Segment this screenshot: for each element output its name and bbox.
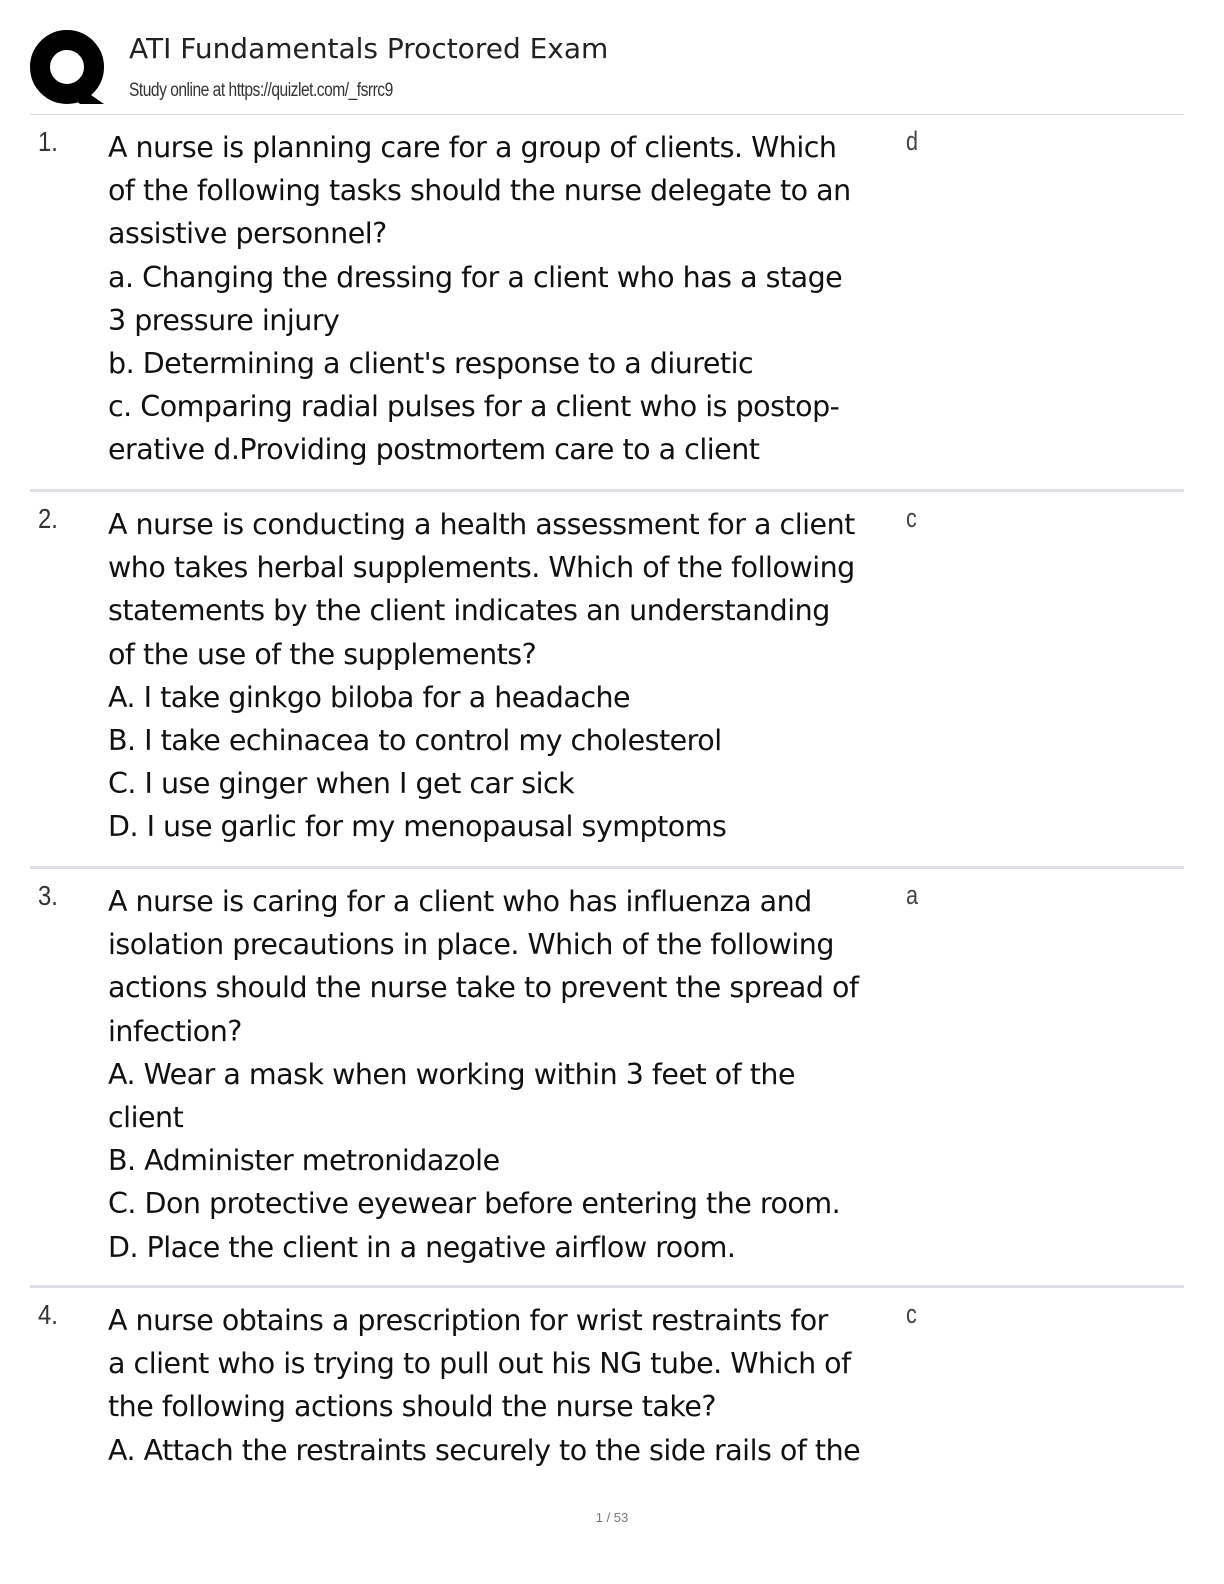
question-line: D. I use garlic for my menopausal symptoms (108, 810, 727, 844)
question-divider (30, 866, 1184, 869)
answer-key: c (906, 503, 917, 533)
question-line: A nurse is planning care for a group of clients. Which (108, 131, 837, 164)
question-line: b. Determining a client's response to a diuretic (108, 346, 754, 380)
header-divider (30, 114, 1184, 115)
question-line: statements by the client indicates an understanding (108, 594, 830, 628)
question-line: D. Place the client in a negative airflow room. (108, 1230, 736, 1264)
question-line: isolation precautions in place. Which of the following (108, 928, 834, 962)
question-line: of the use of the supplements? (108, 637, 537, 671)
question-text (108, 880, 908, 1269)
question-line: of the following tasks should the nurse delegate to an (108, 174, 851, 208)
question-line: erative d.Providing postmortem care to a client (108, 433, 760, 467)
question-line: infection? (108, 1014, 242, 1048)
document-title: ATI Fundamentals Proctored Exam (129, 32, 609, 65)
question-line: 3 pressure injury (108, 303, 340, 337)
question-line: C. I use ginger when I get car sick (108, 767, 575, 801)
question-number: 2. (38, 503, 58, 534)
question-line: A nurse is conducting a health assessment for a client (108, 508, 855, 541)
question-line: a client who is trying to pull out his NG tube. Which of (108, 1347, 851, 1381)
question-divider (30, 1285, 1184, 1288)
question-line: A. Wear a mask when working within 3 feet of the (108, 1057, 796, 1091)
question-line: a. Changing the dressing for a client who has a stage (108, 260, 843, 294)
question-line: who takes herbal supplements. Which of the following (108, 551, 855, 585)
question-line: c. Comparing radial pulses for a client who is postop- (108, 390, 840, 424)
question-text (108, 1299, 908, 1472)
question-line: C. Don protective eyewear before entering the room. (108, 1187, 841, 1221)
question-text (108, 503, 908, 849)
study-link[interactable]: Study online at https://quizlet.com/_fsrrc9 (129, 80, 393, 101)
question-line: assistive personnel? (108, 217, 387, 251)
answer-key: c (906, 1299, 917, 1329)
answer-key: d (906, 126, 919, 156)
question-number: 4. (38, 1299, 58, 1330)
answer-key: a (906, 880, 919, 910)
question-divider (30, 489, 1184, 492)
question-line: client (108, 1100, 184, 1134)
question-line: B. I take echinacea to control my cholesterol (108, 723, 722, 757)
question-text (108, 126, 908, 472)
question-line: the following actions should the nurse take? (108, 1390, 717, 1424)
question-line: A. I take ginkgo biloba for a headache (108, 680, 631, 714)
quizlet-logo-icon (30, 30, 108, 108)
question-number: 1. (38, 126, 58, 157)
page-indicator: 1 / 53 (595, 1510, 629, 1525)
document-header (30, 28, 1184, 114)
question-line: B. Administer metronidazole (108, 1144, 500, 1178)
question-line: actions should the nurse take to prevent the spread of (108, 971, 859, 1005)
question-line: A nurse obtains a prescription for wrist restraints for (108, 1304, 828, 1337)
question-line: A nurse is caring for a client who has influenza and (108, 885, 812, 918)
question-line: A. Attach the restraints securely to the side rails of the (108, 1433, 861, 1467)
question-number: 3. (38, 880, 58, 911)
